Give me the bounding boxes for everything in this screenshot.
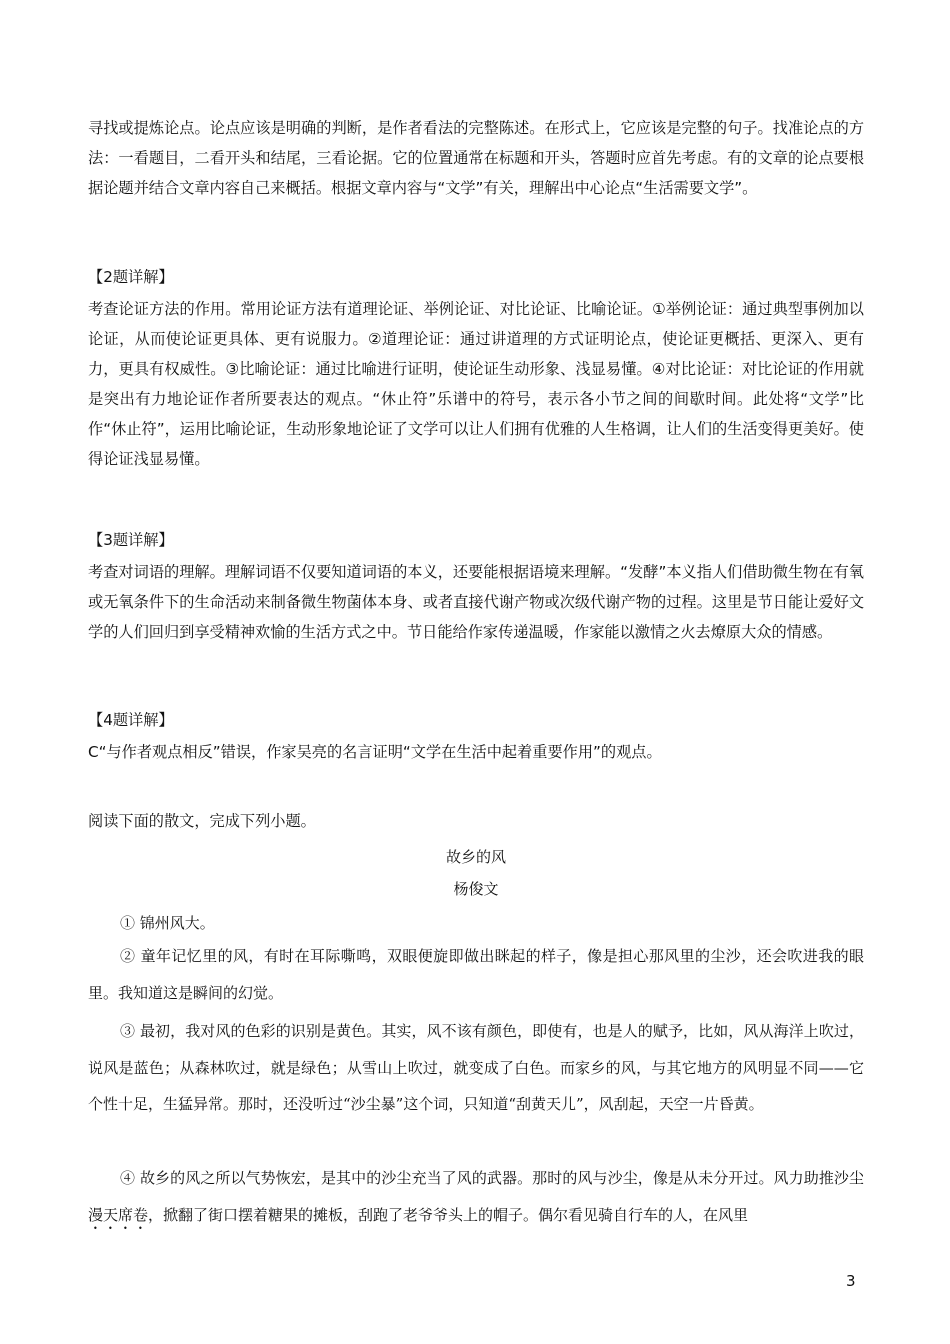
emphasized-phrase: 漫天席卷 — [88, 1205, 149, 1224]
reading-instruction: 阅读下面的散文，完成下列小题。 — [88, 812, 316, 830]
q4-detail-paragraph: C“与作者观点相反”错误，作家吴亮的名言证明“文学在生活中起着重要作用”的观点。 — [88, 743, 662, 761]
q2-heading: 【2题详解】 — [88, 268, 174, 286]
essay-paragraph-1: ① 锦州风大。 — [120, 914, 215, 932]
q3-heading: 【3题详解】 — [88, 531, 174, 549]
essay-paragraph-4-part-a: ④ 故乡的风之所以气势恢宏，是其中的沙尘充当了风的武器。那时的风与沙尘，像是从未分开过。风力助推沙尘 — [120, 1169, 864, 1187]
q3-detail-paragraph: 考查对词语的理解。理解词语不仅要知道词语的本义，还要能根据语境来理解。“发酵”本义指人们借助微生物在有氧或无氧条件下的生命活动来制备微生物菌体本身、或者直接代谢产物或次级代谢产物的过程。这里是节日能让爱好文学的人们回归到享受精神欢愉的生活方式之中。节日能给作家传递温暖，作家能以激情之火去燎原大众的情感。 — [88, 563, 864, 641]
essay-title: 故乡的风 — [445, 848, 506, 866]
q4-heading: 【4题详解】 — [88, 711, 174, 729]
essay-author: 杨俊文 — [453, 880, 499, 898]
essay-paragraph-2: ② 童年记忆里的风，有时在耳际嘶鸣，双眼便旋即做出眯起的样子，像是担心那风里的尘沙，还会吹进我的眼里。我知道这是瞬间的幻觉。 — [88, 947, 864, 1002]
essay-paragraph-4-part-b: ，掀翻了街口摆着糖果的摊板，刮跑了老爷爷头上的帽子。偶尔看见骑自行车的人，在风里 — [148, 1205, 749, 1224]
page-number: 3 — [846, 1272, 856, 1290]
q2-detail-paragraph: 考查论证方法的作用。常用论证方法有道理论证、举例论证、对比论证、比喻论证。①举例论证：通过典型事例加以论证，从而使论证更具体、更有说服力。②道理论证：通过讲道理的方式证明论点，使论证更概括、更深入、更有力，更具有权威性。③比喻论证：通过比喻进行证明，使论证生动形象、浅显易懂。④对比论证：对比论证的作用就是突出有力地论证作者所要表达的观点。“休止符”乐谱中的符号，表示各小节之间的间歇时间。此处将“文学”比作“休止符”，运用比喻论证，生动形象地论证了文学可以让人们拥有优雅的人生格调，让人们的生活变得更美好。使得论证浅显易懂。 — [88, 300, 864, 468]
essay-paragraph-4 — [88, 1160, 864, 1233]
essay-paragraph-3: ③ 最初，我对风的色彩的识别是黄色。其实，风不该有颜色，即使有，也是人的赋予，比如，风从海洋上吹过，说风是蓝色；从森林吹过，就是绿色；从雪山上吹过，就变成了白色。而家乡的风，与其它地方的风明显不同——它个性十足，生猛异常。那时，还没听过“沙尘暴”这个词，只知道“刮黄天儿”，风刮起，天空一片昏黄。 — [88, 1022, 864, 1113]
q1-detail-paragraph: 寻找或提炼论点。论点应该是明确的判断，是作者看法的完整陈述。在形式上，它应该是完整的句子。找准论点的方法：一看题目，二看开头和结尾，三看论据。它的位置通常在标题和开头，答题时应首先考虑。有的文章的论点要根据论题并结合文章内容自己来概括。根据文章内容与“文学”有关，理解出中心论点“生活需要文学”。 — [88, 119, 864, 197]
